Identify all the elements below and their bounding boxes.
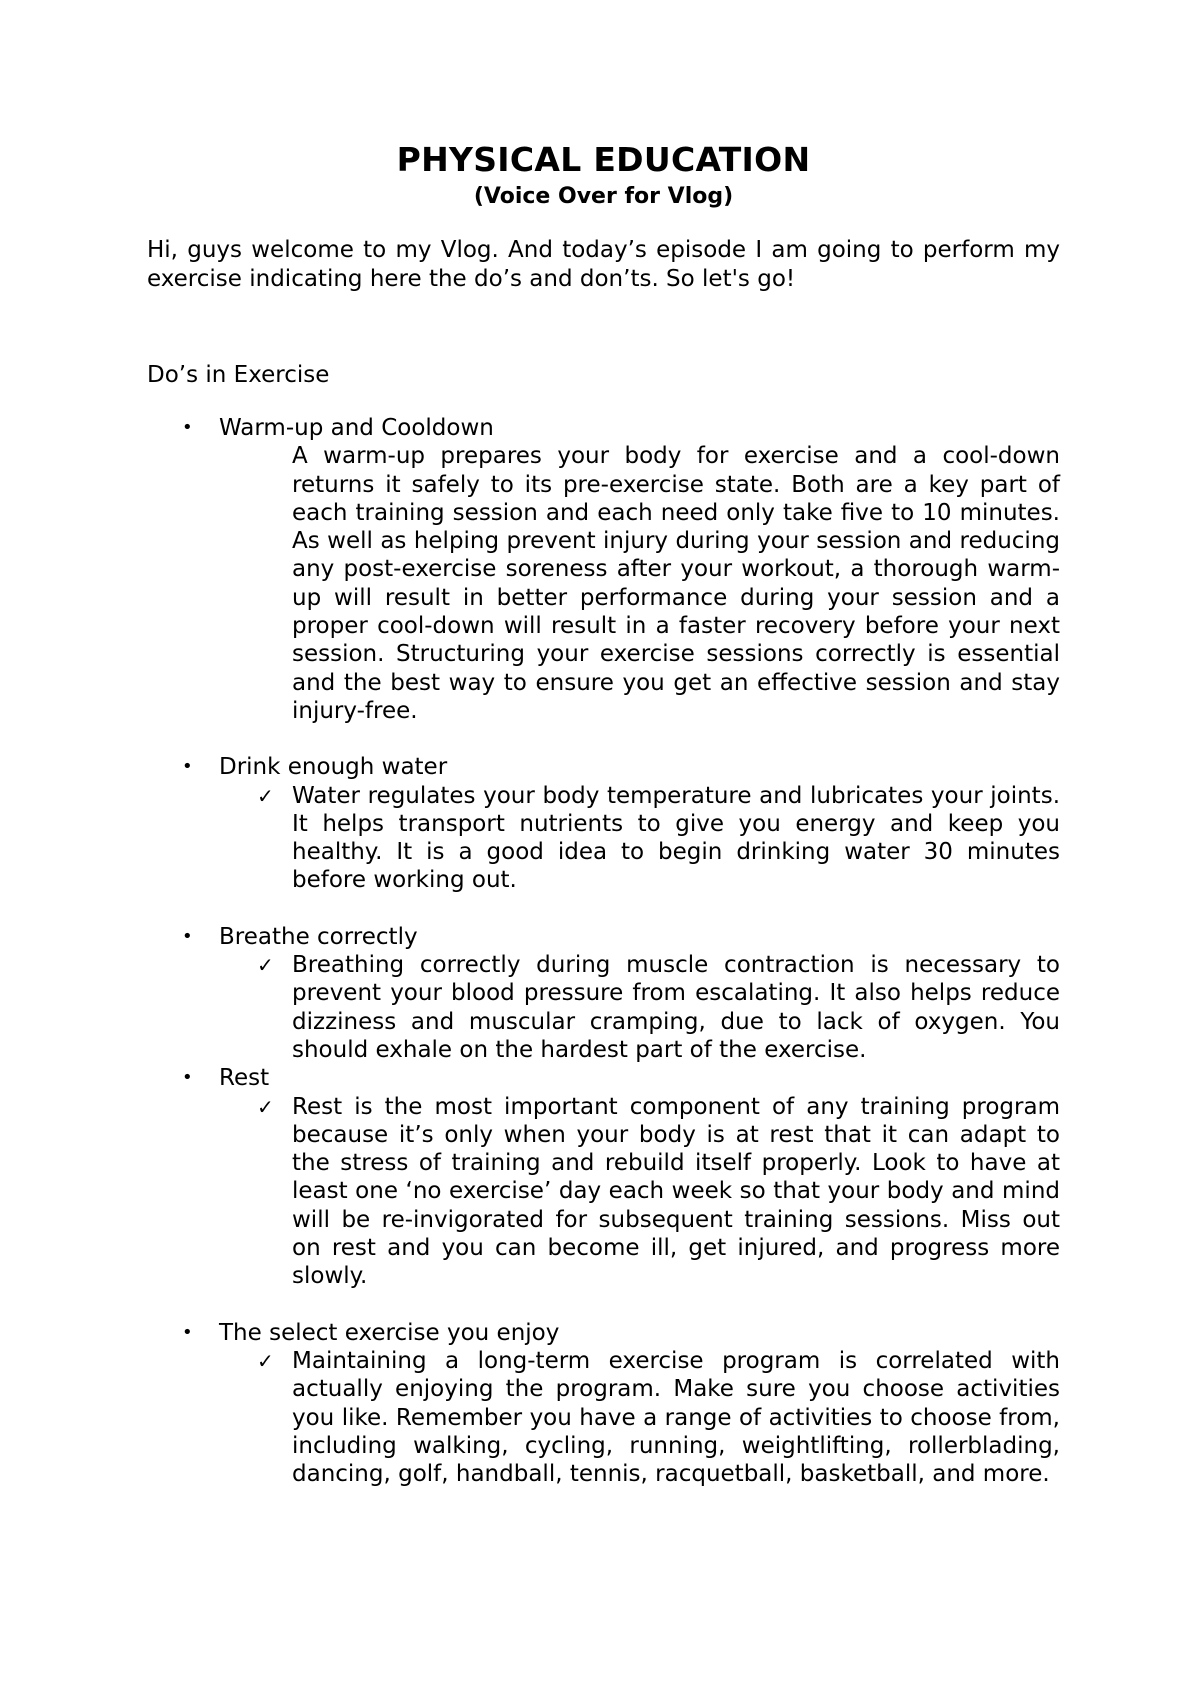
- intro-paragraph: Hi, guys welcome to my Vlog. And today’s episode I am going to perform my exercise indicating here the do’s and don’ts. So let's go!: [147, 237, 1060, 292]
- list-item-label: The select exercise you enjoy: [219, 1319, 560, 1346]
- bullet-icon: •: [182, 417, 193, 438]
- document-page: [147, 140, 1060, 1488]
- list-item-body: Breathing correctly during muscle contraction is necessary to prevent your blood pressure from escalating. It also helps reduce dizziness and muscular cramping, due to lack of oxygen. You should exhale on the hardest part of the exercise.: [292, 952, 1060, 1063]
- list-item-label: Drink enough water: [219, 754, 448, 781]
- list-item-select-exercise: [182, 1319, 1060, 1489]
- list-item-label: Warm-up and Cooldown: [219, 415, 494, 441]
- check-icon: ✓: [257, 1348, 274, 1373]
- list-item-body-wrapper: [257, 1347, 1060, 1488]
- list-item-breathe: [182, 923, 1060, 1064]
- section-heading: Do’s in Exercise: [147, 362, 330, 388]
- document-title: PHYSICAL EDUCATION: [396, 140, 811, 179]
- bullet-icon: •: [182, 1321, 193, 1343]
- list-item-rest: [182, 1064, 1060, 1290]
- document-subtitle: (Voice Over for Vlog): [473, 184, 734, 209]
- list-item-body: Maintaining a long-term exercise program is correlated with actually enjoying the program. Make sure you choose activities you like. Remember you have a range of activities to choose from, including walking, cycling, running, weightlifting, rollerblading, dancing, golf, handball, tennis, racquetball, basketball, and more.: [292, 1347, 1060, 1488]
- list-item-body: Rest is the most important component of any training program because it’s only when your body is at rest that it can adapt to the stress of training and rebuild itself properly. Look to have at least one ‘no exercise’ day each week so that your body and mind will be re-invigorated for subsequent training sessions. Miss out on rest and you can become ill, get injured, and progress more slowly.: [292, 1093, 1060, 1290]
- list-item-body-wrapper: [257, 782, 1060, 895]
- list-item-warm-up: [182, 414, 1060, 725]
- list-item-body: A warm-up prepares your body for exercise and a cool-down returns it safely to its pre-exercise state. Both are a key part of each training session and each need only take five to 10 minutes. As well as helping prevent injury during your session and reducing any post-exercise soreness after your workout, a thorough warm-up will result in better performance during your session and a proper cool-down will result in a faster recovery before your next session. Structuring your exercise sessions correctly is essential and the best way to ensure you get an effective session and stay injury-free.: [292, 443, 1060, 724]
- check-icon: ✓: [257, 1094, 274, 1119]
- list-item-body-wrapper: [257, 951, 1060, 1064]
- bullet-icon: •: [182, 1067, 193, 1089]
- check-icon: ✓: [257, 783, 274, 808]
- list-item-drink-water: [182, 753, 1060, 894]
- list-item-label: Rest: [219, 1065, 270, 1092]
- list-item-label: Breathe correctly: [219, 923, 418, 950]
- check-icon: ✓: [257, 953, 274, 978]
- list-item-body: Water regulates your body temperature and lubricates your joints. It helps transport nutrients to give you energy and keep you healthy. It is a good idea to begin drinking water 30 minutes before working out.: [292, 782, 1060, 894]
- bullet-icon: •: [182, 925, 193, 947]
- bullet-icon: •: [182, 756, 193, 778]
- list-item-body-wrapper: [257, 1093, 1060, 1291]
